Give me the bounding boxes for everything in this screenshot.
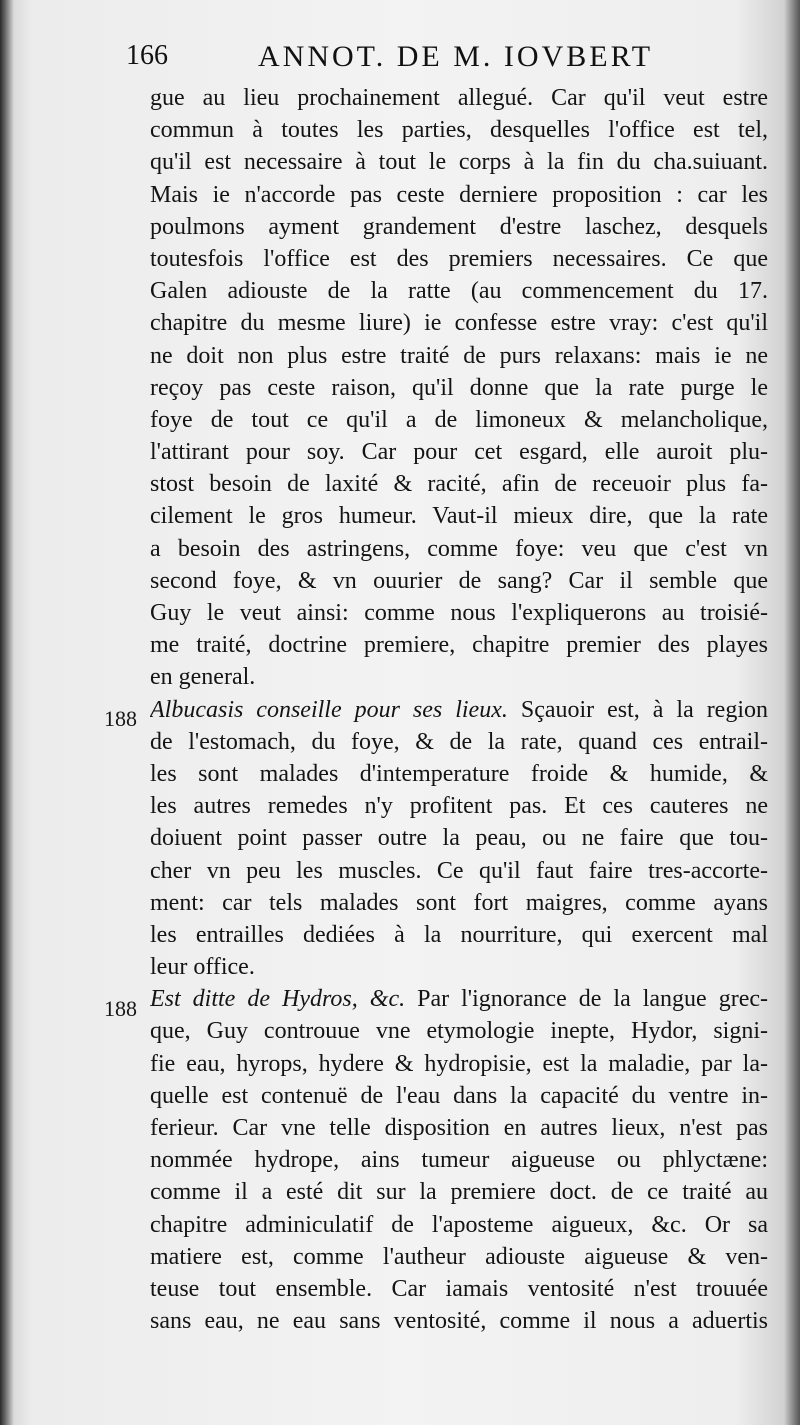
running-title: ANNOT. DE M. IOVBERT (258, 40, 654, 73)
body-text (150, 82, 768, 1337)
note-first-line (150, 694, 768, 726)
text-line: foye de tout ce qu'il a de limoneux & melancholique, (150, 406, 768, 433)
text-line: second foye, & vn ouurier de sang? Car il semble que (150, 567, 768, 594)
text-line: que, Guy controuue vne etymologie inepte, Hydor, signi- (150, 1018, 768, 1045)
text-line: chapitre du mesme liure) ie confesse estre vray: c'est qu'il (150, 310, 768, 337)
text-line: cher vn peu les muscles. Ce qu'il faut faire tres-accorte- (150, 857, 768, 884)
text-line: commun à toutes les parties, desquelles l'office est tel, (150, 117, 768, 144)
text-line: cilement le gros humeur. Vaut-il mieux dire, que la rate (150, 503, 768, 530)
note-text: Par l'ignorance de la langue grec- (417, 986, 768, 1013)
text-line: les sont malades d'intemperature froide & humide, & (150, 760, 768, 787)
text-line: qu'il est necessaire à tout le corps à la fin du cha.suiuant. (150, 149, 768, 176)
text-line: de l'estomach, du foye, & de la rate, quand ces entrail- (150, 728, 768, 755)
text-line: poulmons ayment grandement d'estre laschez, desquels (150, 213, 768, 240)
text-line: sans eau, ne eau sans ventosité, comme il nous a aduertis (150, 1308, 768, 1335)
page-edge-shadow (784, 0, 800, 1425)
text-line: leur office. (150, 954, 255, 981)
text-line: l'attirant pour soy. Car pour cet esgard, elle auroit plu- (150, 439, 768, 466)
text-line: ment: car tels malades sont fort maigres, comme ayans (150, 889, 768, 916)
note-lemma: Albucasis conseille pour ses lieux. (150, 696, 508, 723)
text-line: toutesfois l'office est des premiers necessaires. Ce que (150, 245, 768, 272)
margin-note-number: 188 (104, 996, 137, 1021)
text-line: nommée hydrope, ains tumeur aigueuse ou phlyctæne: (150, 1147, 768, 1174)
text-line: stost besoin de laxité & racité, afin de receuoir plus fa- (150, 471, 768, 498)
text-line: Galen adiouste de la ratte (au commencement du 17. (150, 278, 768, 305)
text-line: matiere est, comme l'autheur adiouste aigueuse & ven- (150, 1243, 768, 1270)
text-line: me traité, doctrine premiere, chapitre premier des playes (150, 632, 768, 659)
text-line: Mais ie n'accorde pas ceste derniere proposition : car les (150, 181, 768, 208)
text-line: en general. (150, 664, 256, 691)
text-line: les autres remedes n'y profitent pas. Et ces cauteres ne (150, 793, 768, 820)
page-header (126, 40, 696, 86)
text-line: les entrailles dediées à la nourriture, qui exercent mal (150, 921, 768, 948)
text-line: ferieur. Car vne telle disposition en autres lieux, n'est pas (150, 1115, 768, 1141)
text-line: fie eau, hyrops, hydere & hydropisie, est la maladie, par la- (150, 1050, 768, 1077)
page-number: 166 (126, 40, 168, 71)
text-line: doiuent point passer outre la peau, ou ne faire que tou- (150, 825, 768, 852)
text-line: teuse tout ensemble. Car iamais ventosité n'est trouuée (150, 1275, 768, 1302)
text-line: reçoy pas ceste raison, qu'il donne que la rate purge le (150, 374, 768, 401)
text-line: ne doit non plus estre traité de purs relaxans: mais ie ne (150, 342, 768, 369)
note-text: Sçauoir est, à la region (520, 696, 768, 723)
page-gutter-shadow (0, 0, 14, 1425)
text-line: gue au lieu prochainement allegué. Car qu'il veut estre (150, 85, 768, 111)
text-line: chapitre adminiculatif de l'aposteme aigueux, &c. Or sa (150, 1211, 768, 1238)
note-lemma: Est ditte de Hydros, &c. (150, 986, 406, 1013)
text-line: quelle est contenuë de l'eau dans la capacité du ventre in- (150, 1082, 768, 1109)
margin-note-number: 188 (104, 706, 137, 731)
text-line: a besoin des astringens, comme foye: veu que c'est vn (150, 535, 768, 562)
text-line: comme il a esté dit sur la premiere doct. de ce traité au (150, 1179, 768, 1206)
text-line: Guy le veut ainsi: comme nous l'expliquerons au troisié- (150, 600, 768, 626)
note-first-line (150, 983, 768, 1015)
